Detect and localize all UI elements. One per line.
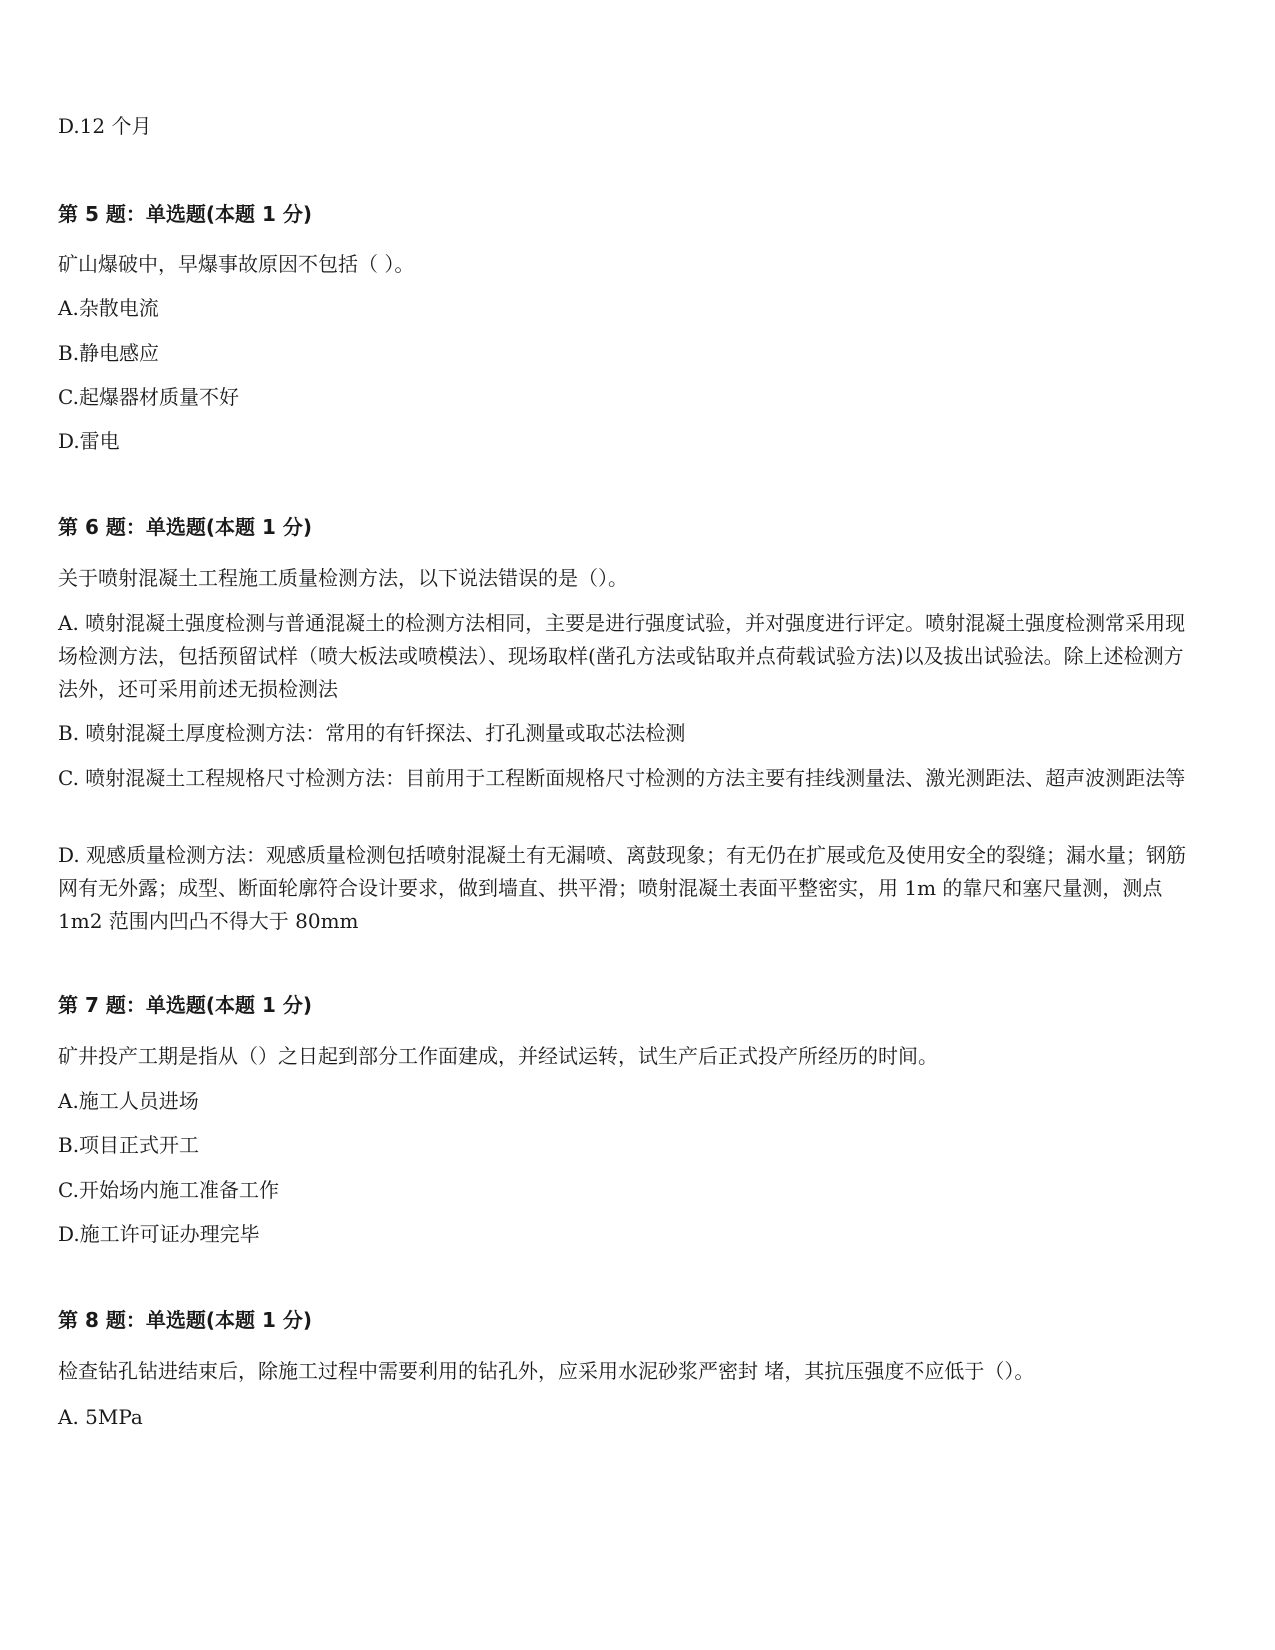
question-6-option-b: B. 喷射混凝土厚度检测方法：常用的有钎探法、打孔测量或取芯法检测 bbox=[58, 721, 686, 745]
question-5-option-a: A.杂散电流 bbox=[58, 296, 159, 320]
question-7-option-a: A.施工人员进场 bbox=[58, 1089, 199, 1113]
question-6-stem: 关于喷射混凝土工程施工质量检测方法，以下说法错误的是（）。 bbox=[58, 566, 628, 590]
question-5-heading: 第 5 题：单选题(本题 1 分) bbox=[58, 202, 312, 226]
question-7-stem: 矿井投产工期是指从（）之日起到部分工作面建成，并经试运转，试生产后正式投产所经历的时间。 bbox=[58, 1044, 938, 1068]
question-8-stem: 检查钻孔钻进结束后，除施工过程中需要利用的钻孔外，应采用水泥砂浆严密封 堵，其抗压强度不应低于（）。 bbox=[58, 1359, 1035, 1383]
question-6-option-d: D. 观感质量检测方法：观感质量检测包括喷射混凝土有无漏喷、离鼓现象；有无仍在扩展或危及使用安全的裂缝；漏水量；钢筋网有无外露；成型、断面轮廓符合设计要求，做到墙直、拱平滑；喷射混凝土表面平整密实，用 1m 的靠尺和塞尺量测，测点 1m2 范围内凹凸不得大于 80mm bbox=[58, 843, 1187, 933]
question-6-option-c: C. 喷射混凝土工程规格尺寸检测方法：目前用于工程断面规格尺寸检测的方法主要有挂线测量法、激光测距法、超声波测距法等 bbox=[58, 766, 1186, 790]
question-6-heading: 第 6 题：单选题(本题 1 分) bbox=[58, 515, 312, 539]
question-5-option-c: C.起爆器材质量不好 bbox=[58, 385, 239, 409]
question-7-heading: 第 7 题：单选题(本题 1 分) bbox=[58, 993, 312, 1017]
question-5-option-d: D.雷电 bbox=[58, 429, 120, 453]
question-7-option-b: B.项目正式开工 bbox=[58, 1133, 200, 1157]
question-8-heading: 第 8 题：单选题(本题 1 分) bbox=[58, 1308, 312, 1332]
question-5-stem: 矿山爆破中，早爆事故原因不包括（ ）。 bbox=[58, 252, 415, 276]
question-8-option-a: A. 5MPa bbox=[58, 1405, 143, 1429]
question-5-option-b: B.静电感应 bbox=[58, 341, 160, 365]
question-7-option-d: D.施工许可证办理完毕 bbox=[58, 1222, 260, 1246]
question-6-option-a: A. 喷射混凝土强度检测与普通混凝土的检测方法相同，主要是进行强度试验，并对强度进行评定。喷射混凝土强度检测常采用现场检测方法，包括预留试样（喷大板法或喷模法）、现场取样(凿孔方法或钻取并点荷载试验方法)以及拔出试验法。除上述检测方法外，还可采用前述无损检测法 bbox=[58, 611, 1186, 701]
question-7-option-c: C.开始场内施工准备工作 bbox=[58, 1178, 279, 1202]
prev-question-option-d: D.12 个月 bbox=[58, 114, 152, 138]
